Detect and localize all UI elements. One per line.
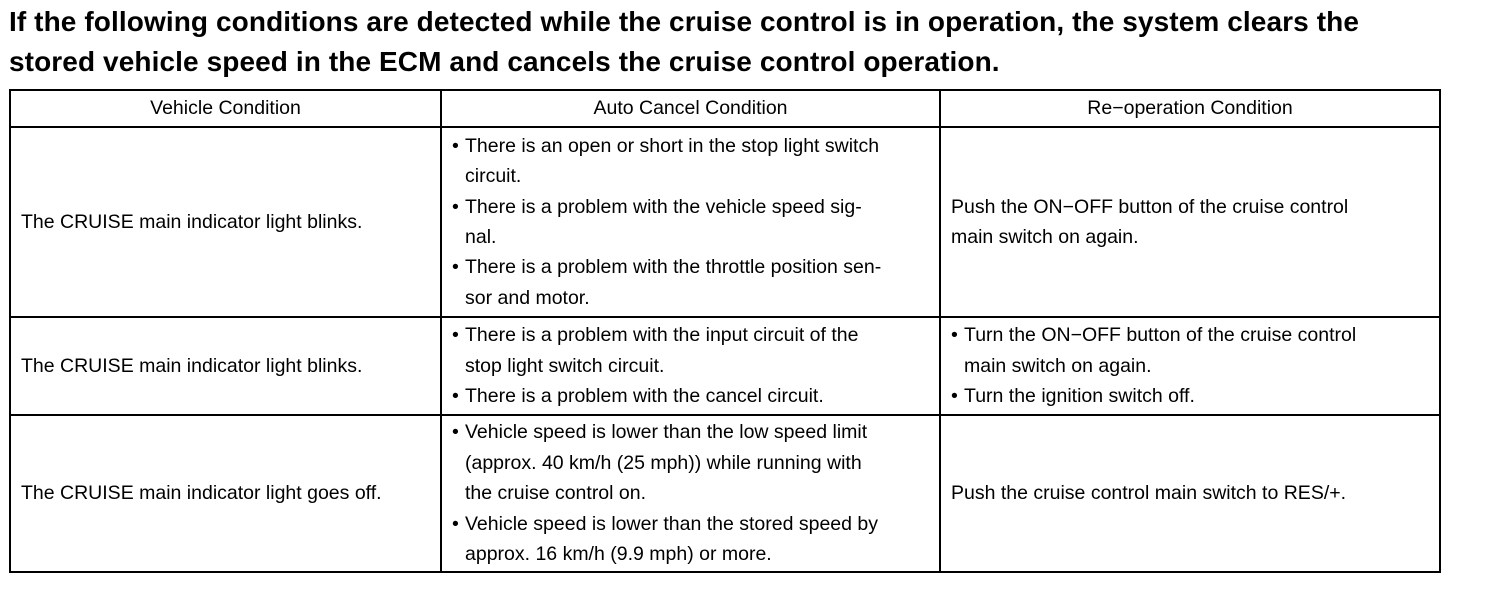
reoperation-list [941, 320, 1439, 411]
cruise-cancel-table [9, 89, 1441, 573]
bullet-icon: • [452, 195, 459, 218]
bullet-item [452, 509, 933, 570]
bullet-line: Vehicle speed is lower than the low speed limit [465, 421, 868, 444]
bullet-item [452, 417, 933, 508]
bullet-line: There is a problem with the throttle position sen- [465, 256, 882, 279]
column-header-auto-cancel-condition: Auto Cancel Condition [441, 90, 940, 127]
bullet-line: There is a problem with the input circuit of the [465, 324, 859, 347]
text-line: Push the cruise control main switch to RES/+. [951, 482, 1347, 505]
bullet-line: the cruise control on. [465, 482, 647, 505]
bullet-icon: • [452, 512, 459, 535]
bullet-icon: • [452, 324, 459, 347]
bullet-line: circuit. [465, 165, 522, 188]
auto-cancel-condition-cell [441, 317, 940, 415]
bullet-line: (approx. 40 km/h (25 mph)) while running with [465, 451, 862, 474]
bullet-line: nal. [465, 226, 497, 248]
bullet-item [452, 192, 933, 253]
bullet-line: Turn the ignition switch off. [964, 385, 1195, 408]
bullet-icon: • [452, 134, 459, 157]
bullet-icon: • [452, 421, 459, 444]
bullet-line: There is an open or short in the stop light switch [465, 134, 880, 157]
column-header-vehicle-condition: Vehicle Condition [10, 90, 441, 127]
reoperation-condition-cell [940, 415, 1440, 572]
text-line: Push the ON−OFF button of the cruise control [951, 195, 1349, 218]
bullet-icon: • [951, 324, 958, 347]
reoperation-condition-cell [940, 317, 1440, 415]
bullet-item [452, 252, 933, 313]
auto-cancel-list [442, 131, 939, 313]
auto-cancel-condition-cell [441, 127, 940, 317]
reoperation-condition-cell [940, 127, 1440, 317]
table-row [10, 415, 1440, 572]
bullet-line: main switch on again. [964, 354, 1152, 377]
table-body [10, 127, 1440, 572]
auto-cancel-list [442, 320, 939, 411]
bullet-line: Vehicle speed is lower than the stored speed by [465, 512, 879, 535]
bullet-item [452, 131, 933, 192]
bullet-line: There is a problem with the vehicle speed sig- [465, 195, 862, 218]
text-line: main switch on again. [951, 226, 1139, 248]
bullet-icon: • [452, 385, 459, 408]
bullet-line: sor and motor. [465, 286, 590, 309]
vehicle-condition-cell [10, 317, 441, 415]
bullet-icon: • [452, 256, 459, 279]
auto-cancel-list [442, 417, 939, 569]
auto-cancel-condition-cell [441, 415, 940, 572]
bullet-item [951, 381, 1433, 411]
table-row [10, 127, 1440, 317]
bullet-item [452, 320, 933, 381]
column-header-reoperation-condition: Re−operation Condition [940, 90, 1440, 127]
reoperation-text [941, 478, 1439, 508]
bullet-icon: • [951, 385, 958, 408]
intro-heading [9, 2, 1489, 82]
vehicle-condition-text: The CRUISE main indicator light blinks. [21, 354, 363, 377]
bullet-line: stop light switch circuit. [465, 354, 665, 377]
table-header-row [10, 90, 1440, 127]
vehicle-condition-text: The CRUISE main indicator light goes off. [21, 482, 382, 505]
reoperation-text [941, 192, 1439, 253]
vehicle-condition-cell [10, 415, 441, 572]
bullet-item [452, 381, 933, 411]
bullet-item [951, 320, 1433, 381]
bullet-line: Turn the ON−OFF button of the cruise control [964, 324, 1357, 347]
table-row [10, 317, 1440, 415]
vehicle-condition-cell [10, 127, 441, 317]
intro-heading-line-2: stored vehicle speed in the ECM and cancels the cruise control operation. [9, 46, 1000, 77]
intro-heading-line-1: If the following conditions are detected while the cruise control is in operation, the system clears the [9, 6, 1359, 37]
bullet-line: There is a problem with the cancel circuit. [465, 385, 824, 408]
vehicle-condition-text: The CRUISE main indicator light blinks. [21, 210, 363, 233]
bullet-line: approx. 16 km/h (9.9 mph) or more. [465, 543, 772, 566]
